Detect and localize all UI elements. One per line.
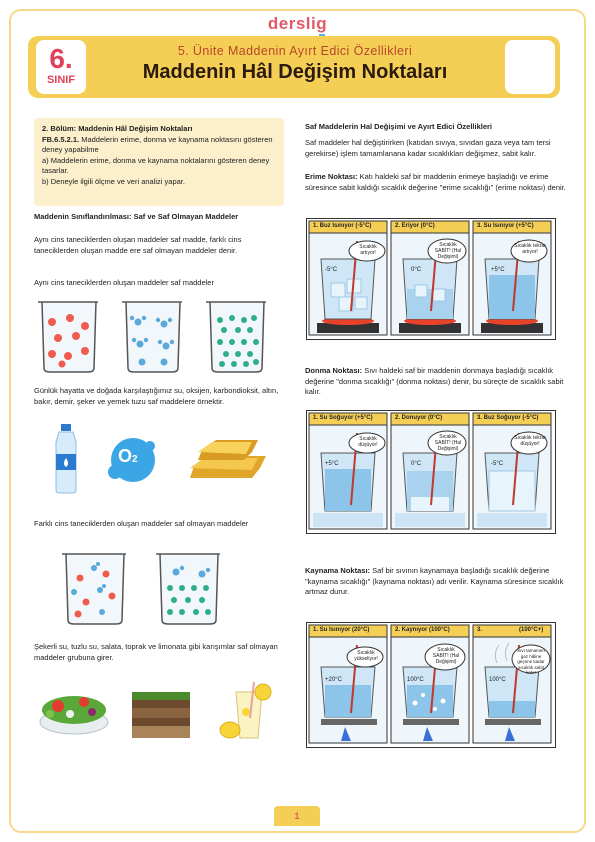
soil-layers-icon <box>130 686 192 740</box>
melt-temp-3: +5°C <box>491 267 505 273</box>
classification-heading: Maddenin Sınıflandırılması: Saf ve Saf Olmayan Maddeler <box>34 212 239 221</box>
grade-badge <box>36 40 86 94</box>
boil-title-1: 1. Su Isınıyor (20°C) <box>313 627 370 633</box>
pure-substance-beakers <box>30 296 280 376</box>
outcome-item-b: b) Deneyle ilgili ölçme ve veri analizi yapar. <box>42 176 185 186</box>
melting-term: Erime Noktası: <box>305 172 358 181</box>
boil-temp-2: 100°C <box>407 677 424 683</box>
melt-bubble-2: Sıcaklık SABİT! (Hal Değişimi) <box>434 242 462 260</box>
page-number: 1 <box>274 806 320 826</box>
pure-examples-text: Günlük hayatta ve doğada karşılaştığımız su, oksijen, karbondioksit, altın, bakır, demir, şeker ve yemek tuzu saf maddelere örnektir. <box>34 386 279 406</box>
outcome-text: Maddelerin erime, donma ve kaynama noktasını gösteren deney yapabilme <box>42 134 273 154</box>
header-right-box <box>505 40 555 94</box>
melt-panel-1 <box>309 221 387 335</box>
outcome-item-a: a) Maddelerin erime, donma ve kaynama noktalarını gösteren deney tasarlar. <box>42 155 270 175</box>
brand-logo: derslig <box>267 14 328 33</box>
gold-bars-icon <box>188 428 270 480</box>
freezing-comic-art <box>307 411 554 532</box>
melting-comic-art <box>307 219 554 338</box>
boil-temp-1: +20°C <box>325 677 342 683</box>
salad-icon <box>36 686 112 736</box>
boil-title-3-temp: (100°C+) <box>519 627 544 633</box>
melting-definition <box>305 172 567 193</box>
section-title: 2. Bölüm: Maddenin Hâl Değişim Noktaları <box>42 124 193 133</box>
freeze-bubble-1: Sıcaklık düşüyor! <box>358 436 378 448</box>
boil-bubble-1: Sıcaklık yükseliyor! <box>354 650 378 662</box>
beaker-green-molecules <box>206 302 266 372</box>
beaker-blue-molecules <box>122 302 182 372</box>
melt-panel-3 <box>473 221 551 335</box>
beaker-mixed-red-blue <box>62 554 126 624</box>
boiling-term: Kaynama Noktası: <box>305 566 371 575</box>
freeze-title-2: 2. Donuyor (0°C) <box>395 415 443 421</box>
lemonade-icon <box>216 678 280 742</box>
boil-bubble-3: Sıvı tamamen gaz hâline geçene kadar sıcaklık sabit kalır! <box>517 648 545 675</box>
freeze-bubble-2: Sıcaklık SABİT! (Hal Değişimi) <box>434 434 462 452</box>
melt-temp-2: 0°C <box>411 267 422 273</box>
outcome-code: FB.6.5.2.1. <box>42 134 80 144</box>
melt-title-3: 3. Su Isınıyor (+5°C) <box>477 223 534 229</box>
impure-examples-text: Şekerli su, tuzlu su, salata, toprak ve limonata gibi karışımlar saf olmayan maddeler grubuna girer. <box>34 642 278 662</box>
boiling-comic <box>306 622 556 748</box>
boil-title-2: 2. Kaynıyor (100°C) <box>395 627 450 633</box>
melt-title-1: 1. Buz Isınıyor (-5°C) <box>313 223 372 229</box>
unit-title: 5. Ünite Maddenin Ayırt Edici Özellikleri <box>177 44 413 58</box>
freeze-panel-3 <box>473 413 551 529</box>
outcome <box>42 135 276 156</box>
melting-comic <box>306 218 556 340</box>
grade-number: 6. <box>49 43 73 74</box>
impure-substance-beakers <box>56 548 236 628</box>
freeze-title-1: 1. Su Soğuyor (+5°C) <box>313 415 373 421</box>
boil-bubble-2: Sıcaklık SABİT! (Hal Değişimi) <box>432 647 460 665</box>
boil-title-3: 3. <box>477 627 483 633</box>
freezing-term: Donma Noktası: <box>305 366 363 375</box>
freeze-bubble-3: Sıcaklık tekrar düşüyor! <box>514 435 546 447</box>
freeze-temp-3: -5°C <box>491 461 504 467</box>
grade-label: SINIF <box>46 74 76 86</box>
beaker-mixed-blue-green <box>156 554 220 624</box>
pure-definition: Aynı cins taneciklerden oluşan maddeler saf madde, farklı cins taneciklerden oluşan madde ere saf olmayan maddeler denir. <box>34 235 242 255</box>
freeze-temp-1: +5°C <box>325 461 339 467</box>
freezing-text: Sıvı haldeki saf bir maddenin donmaya başladığı sıcaklık değerine "donma sıcaklığı" (donma noktası) denir, bu süreçte de sıcaklık sabit kalır. <box>305 366 564 396</box>
melt-bubble-3: Sıcaklık tekrar artıyor! <box>514 243 546 255</box>
melt-title-2: 2. Eriyor (0°C) <box>395 223 435 229</box>
melting-text: Katı haldeki saf bir maddenin erimeye başladığı ve erime süresince sabit kaldığı sıcaklık değerine "erime sıcaklığı" (erime noktası) denir. <box>305 172 566 192</box>
melt-bubble-1: Sıcaklık artıyor! <box>359 244 377 256</box>
freeze-panel-2 <box>391 413 469 529</box>
boil-temp-3: 100°C <box>489 677 506 683</box>
right-heading: Saf Maddelerin Hal Değişimi ve Ayırt Edici Özellikleri <box>305 122 493 131</box>
beaker-red-molecules <box>38 302 98 372</box>
freeze-temp-2: 0°C <box>411 461 422 467</box>
freezing-definition <box>305 366 567 398</box>
boiling-definition <box>305 566 567 598</box>
melt-temp-1: -5°C <box>325 267 338 273</box>
melt-panel-2 <box>391 221 469 335</box>
page-title: Maddenin Hâl Değişim Noktaları <box>142 61 448 83</box>
impure-heading: Farklı cins taneciklerden oluşan maddeler saf olmayan maddeler <box>34 519 249 528</box>
pure-examples-heading: Aynı cins taneciklerden oluşan maddeler saf maddeler <box>34 278 214 287</box>
water-bottle-icon <box>48 424 84 494</box>
freezing-comic <box>306 410 556 534</box>
freeze-title-3: 3. Buz Soğuyor (-5°C) <box>477 415 539 421</box>
freeze-panel-1 <box>309 413 387 529</box>
boiling-text: Saf bir sıvının kaynamaya başladığı sıcaklık değerine "kaynama sıcaklığı" (kaynama noktası) adı verilir. Kaynama süresince sıcaklık artmaz durur. <box>305 566 564 596</box>
oxygen-formula: O2 <box>118 446 138 466</box>
learning-outcome-box <box>34 118 284 206</box>
pure-change-text: Saf maddeler hal değiştirirken (katıdan sıvıya, sıvıdan gaza veya tam tersi gerekirse) işlem tamamlanana kadar sıcaklıkları değişmez, sabit kalır. <box>305 138 551 158</box>
